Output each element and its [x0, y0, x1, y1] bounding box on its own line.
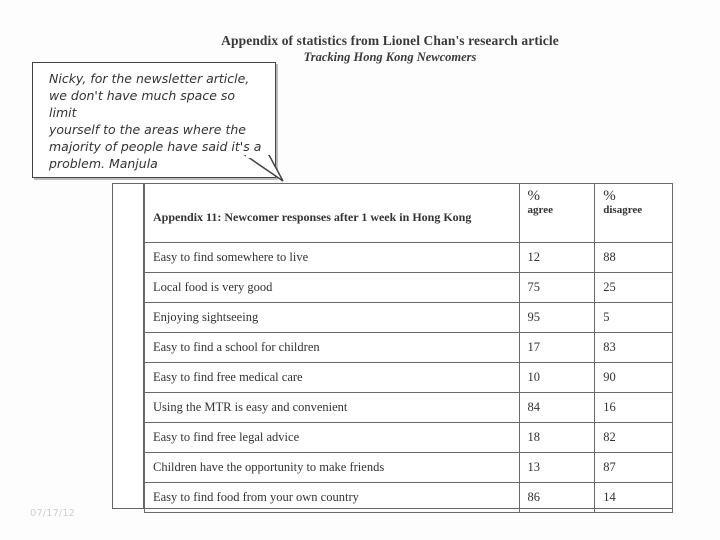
responses-table — [144, 183, 673, 513]
table-row — [145, 273, 673, 303]
agree-cell: 12 — [519, 243, 595, 273]
agree-cell: 10 — [519, 363, 595, 393]
table-header-row — [145, 184, 673, 243]
statement-cell: Easy to find somewhere to live — [145, 243, 520, 273]
agree-cell: 95 — [519, 303, 595, 333]
table-row — [145, 243, 673, 273]
agree-cell: 75 — [519, 273, 595, 303]
statement-cell: Local food is very good — [145, 273, 520, 303]
disagree-cell: 90 — [595, 363, 673, 393]
disagree-cell: 25 — [595, 273, 673, 303]
table-row — [145, 393, 673, 423]
sticky-note — [32, 62, 276, 178]
note-line: majority of people have said it's a — [49, 139, 262, 154]
agree-column-header — [519, 184, 595, 243]
note-line: problem. Manjula — [49, 156, 158, 171]
disagree-cell: 16 — [595, 393, 673, 423]
agree-cell: 17 — [519, 333, 595, 363]
table-row — [145, 453, 673, 483]
disagree-cell: 82 — [595, 423, 673, 453]
table-row — [145, 303, 673, 333]
table-row — [145, 423, 673, 453]
disagree-column-header — [595, 184, 673, 243]
table-gutter — [112, 183, 144, 509]
disagree-cell: 5 — [595, 303, 673, 333]
agree-label: agree — [527, 204, 553, 216]
disagree-label: disagree — [603, 204, 643, 216]
table-row — [145, 483, 673, 513]
disagree-percent-symbol: % — [603, 188, 616, 204]
statement-cell: Easy to find free medical care — [145, 363, 520, 393]
agree-cell: 84 — [519, 393, 595, 423]
statement-cell: Easy to find a school for children — [145, 333, 520, 363]
statement-cell: Easy to find food from your own country — [145, 483, 520, 513]
table-row — [145, 333, 673, 363]
statement-cell: Using the MTR is easy and convenient — [145, 393, 520, 423]
page-title: Appendix of statistics from Lionel Chan's research article — [221, 33, 559, 48]
footer-date: 07/17/12 — [30, 508, 75, 519]
statement-cell: Children have the opportunity to make friends — [145, 453, 520, 483]
statement-cell: Enjoying sightseeing — [145, 303, 520, 333]
agree-cell: 13 — [519, 453, 595, 483]
agree-cell: 86 — [519, 483, 595, 513]
note-line: we don't have much space so limit — [49, 88, 236, 120]
disagree-cell: 87 — [595, 453, 673, 483]
statement-cell: Easy to find free legal advice — [145, 423, 520, 453]
table-title: Appendix 11: Newcomer responses after 1 week in Hong Kong — [145, 184, 520, 243]
disagree-cell: 14 — [595, 483, 673, 513]
agree-cell: 18 — [519, 423, 595, 453]
note-line: Nicky, for the newsletter article, — [49, 71, 250, 86]
speech-tail-icon — [243, 155, 287, 185]
page-subtitle: Tracking Hong Kong Newcomers — [303, 50, 477, 64]
agree-percent-symbol: % — [527, 188, 541, 204]
table-row — [145, 363, 673, 393]
note-line: yourself to the areas where the — [49, 122, 246, 137]
disagree-cell: 83 — [595, 333, 673, 363]
disagree-cell: 88 — [595, 243, 673, 273]
